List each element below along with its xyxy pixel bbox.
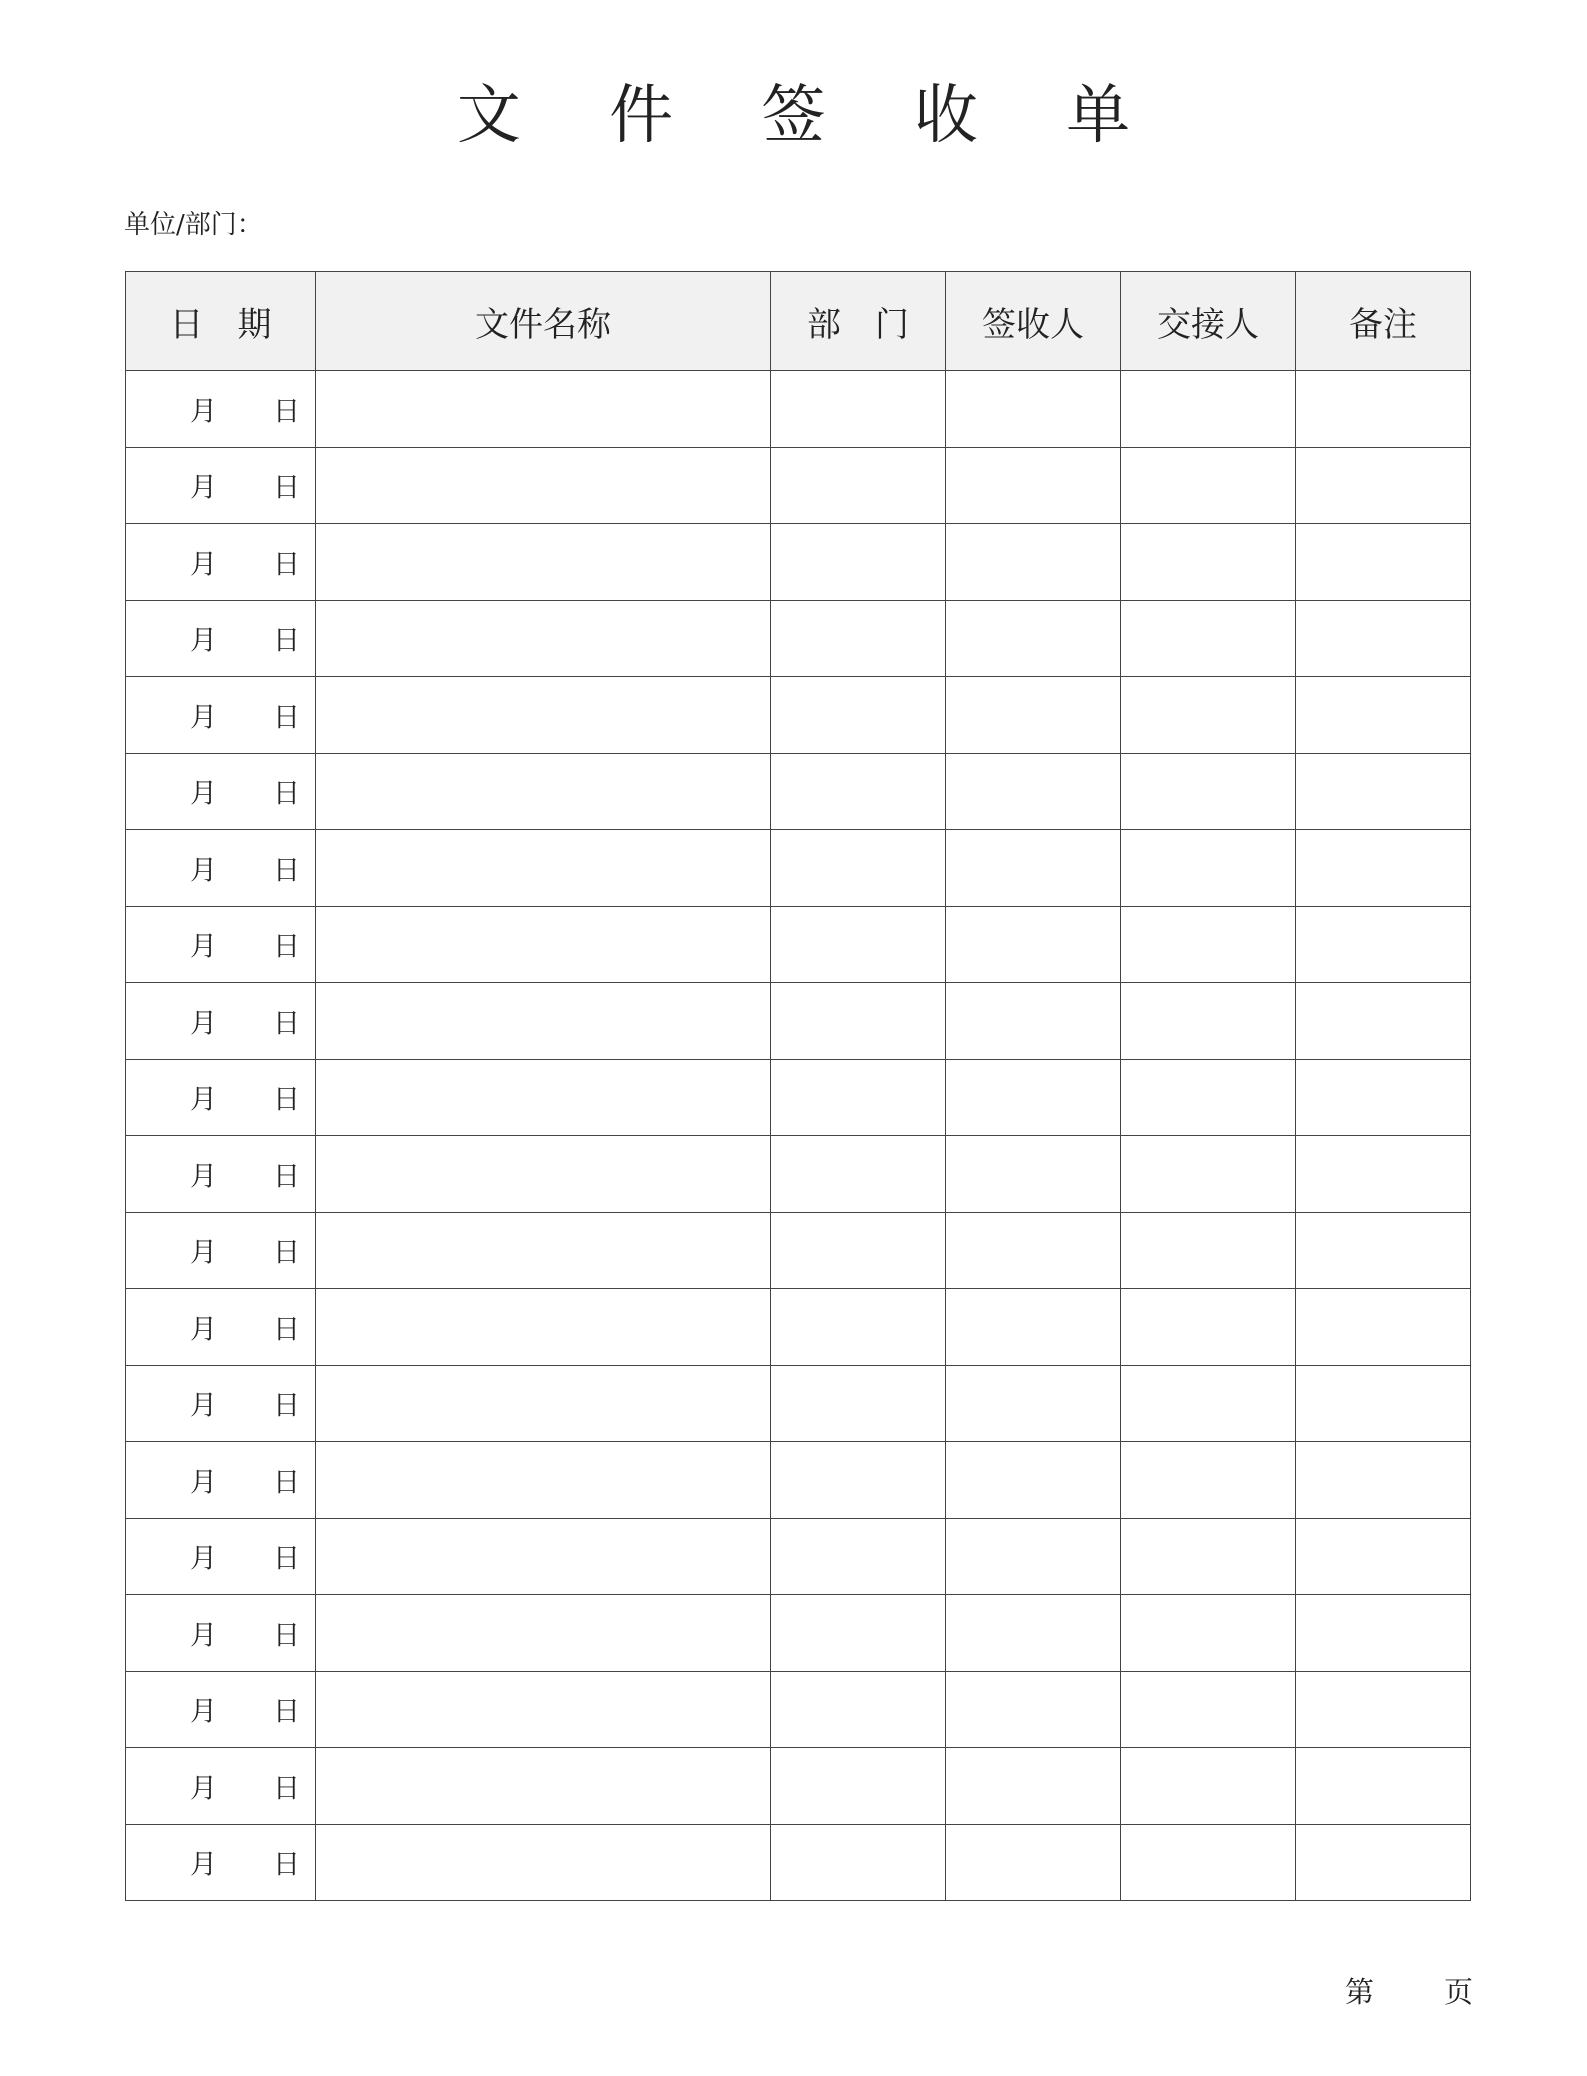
receiver-cell[interactable]	[946, 1212, 1121, 1289]
page-title: 文 件 签 收 单	[456, 79, 1165, 153]
remarks-cell[interactable]	[1296, 524, 1471, 601]
handover-cell[interactable]	[1121, 447, 1296, 524]
file-name-cell[interactable]	[316, 1748, 771, 1825]
handover-cell[interactable]	[1121, 906, 1296, 983]
month-label: 月	[190, 625, 217, 657]
date-cell[interactable]	[126, 1212, 316, 1289]
file-name-cell[interactable]	[316, 830, 771, 907]
date-cell[interactable]	[126, 1442, 316, 1519]
receiver-cell[interactable]	[946, 371, 1121, 448]
remarks-cell[interactable]	[1296, 600, 1471, 677]
file-name-cell[interactable]	[316, 1671, 771, 1748]
header-file-name: 文件名称	[316, 272, 771, 371]
table-row	[126, 1136, 1471, 1213]
date-cell[interactable]	[126, 1748, 316, 1825]
remarks-cell[interactable]	[1296, 906, 1471, 983]
handover-cell[interactable]	[1121, 1671, 1296, 1748]
handover-cell[interactable]	[1121, 1059, 1296, 1136]
handover-cell[interactable]	[1121, 1136, 1296, 1213]
day-label: 日	[273, 1849, 300, 1881]
remarks-cell[interactable]	[1296, 677, 1471, 754]
month-label: 月	[190, 702, 217, 734]
header-date: 日 期	[126, 272, 316, 371]
remarks-cell[interactable]	[1296, 1518, 1471, 1595]
handover-cell[interactable]	[1121, 677, 1296, 754]
remarks-cell[interactable]	[1296, 1671, 1471, 1748]
table-row	[126, 371, 1471, 448]
handover-cell[interactable]	[1121, 1442, 1296, 1519]
date-cell[interactable]	[126, 753, 316, 830]
table-header-row	[126, 272, 1471, 371]
handover-cell[interactable]	[1121, 1365, 1296, 1442]
date-cell[interactable]	[126, 1136, 316, 1213]
department-cell[interactable]	[771, 447, 946, 524]
file-name-cell[interactable]	[316, 524, 771, 601]
handover-cell[interactable]	[1121, 1595, 1296, 1672]
handover-cell[interactable]	[1121, 1518, 1296, 1595]
month-label: 月	[190, 1314, 217, 1346]
header-receiver: 签收人	[946, 272, 1121, 371]
header-remarks: 备注	[1296, 272, 1471, 371]
remarks-cell[interactable]	[1296, 1442, 1471, 1519]
header-department: 部 门	[771, 272, 946, 371]
file-name-cell[interactable]	[316, 753, 771, 830]
department-cell[interactable]	[771, 677, 946, 754]
receiver-cell[interactable]	[946, 1671, 1121, 1748]
receiver-cell[interactable]	[946, 1748, 1121, 1825]
remarks-cell[interactable]	[1296, 1212, 1471, 1289]
date-cell[interactable]	[126, 1595, 316, 1672]
file-name-cell[interactable]	[316, 1136, 771, 1213]
receiver-cell[interactable]	[946, 1824, 1121, 1901]
department-cell[interactable]	[771, 753, 946, 830]
receiver-cell[interactable]	[946, 1518, 1121, 1595]
remarks-cell[interactable]	[1296, 1748, 1471, 1825]
receiver-cell[interactable]	[946, 830, 1121, 907]
table-row	[126, 906, 1471, 983]
remarks-cell[interactable]	[1296, 983, 1471, 1060]
table-row	[126, 447, 1471, 524]
receiver-cell[interactable]	[946, 600, 1121, 677]
department-cell[interactable]	[771, 1059, 946, 1136]
department-cell[interactable]	[771, 1595, 946, 1672]
table-row	[126, 1824, 1471, 1901]
date-cell[interactable]	[126, 677, 316, 754]
receiver-cell[interactable]	[946, 1595, 1121, 1672]
month-label: 月	[190, 931, 217, 963]
table-row	[126, 1671, 1471, 1748]
department-cell[interactable]	[771, 1518, 946, 1595]
month-label: 月	[190, 1773, 217, 1805]
date-cell[interactable]	[126, 1671, 316, 1748]
day-label: 日	[273, 1314, 300, 1346]
file-name-cell[interactable]	[316, 1824, 771, 1901]
month-label: 月	[190, 472, 217, 504]
date-cell[interactable]	[126, 524, 316, 601]
handover-cell[interactable]	[1121, 1289, 1296, 1366]
department-cell[interactable]	[771, 371, 946, 448]
date-cell[interactable]	[126, 447, 316, 524]
file-name-cell[interactable]	[316, 447, 771, 524]
department-cell[interactable]	[771, 524, 946, 601]
date-cell[interactable]	[126, 1059, 316, 1136]
month-label: 月	[190, 1084, 217, 1116]
remarks-cell[interactable]	[1296, 1059, 1471, 1136]
file-name-cell[interactable]	[316, 371, 771, 448]
day-label: 日	[273, 778, 300, 810]
page-number-suffix: 页	[1444, 1975, 1474, 2009]
handover-cell[interactable]	[1121, 524, 1296, 601]
receiver-cell[interactable]	[946, 983, 1121, 1060]
day-label: 日	[273, 1696, 300, 1728]
month-label: 月	[190, 1849, 217, 1881]
file-name-cell[interactable]	[316, 1059, 771, 1136]
department-cell[interactable]	[771, 1671, 946, 1748]
department-cell[interactable]	[771, 1824, 946, 1901]
department-cell[interactable]	[771, 1289, 946, 1366]
day-label: 日	[273, 1620, 300, 1652]
remarks-cell[interactable]	[1296, 371, 1471, 448]
table-row	[126, 1059, 1471, 1136]
table-row	[126, 1365, 1471, 1442]
department-cell[interactable]	[771, 1748, 946, 1825]
table-row	[126, 1748, 1471, 1825]
file-name-cell[interactable]	[316, 600, 771, 677]
table-row	[126, 1212, 1471, 1289]
month-label: 月	[190, 396, 217, 428]
date-cell[interactable]	[126, 830, 316, 907]
month-label: 月	[190, 1390, 217, 1422]
receiver-cell[interactable]	[946, 1365, 1121, 1442]
table-row	[126, 830, 1471, 907]
day-label: 日	[273, 1161, 300, 1193]
department-cell[interactable]	[771, 1442, 946, 1519]
month-label: 月	[190, 1696, 217, 1728]
receiver-cell[interactable]	[946, 753, 1121, 830]
month-label: 月	[190, 1467, 217, 1499]
department-cell[interactable]	[771, 906, 946, 983]
day-label: 日	[273, 1237, 300, 1269]
table-row	[126, 1289, 1471, 1366]
remarks-cell[interactable]	[1296, 1365, 1471, 1442]
department-cell[interactable]	[771, 983, 946, 1060]
date-cell[interactable]	[126, 906, 316, 983]
handover-cell[interactable]	[1121, 600, 1296, 677]
receiver-cell[interactable]	[946, 906, 1121, 983]
day-label: 日	[273, 1390, 300, 1422]
file-name-cell[interactable]	[316, 677, 771, 754]
table-row	[126, 600, 1471, 677]
remarks-cell[interactable]	[1296, 1824, 1471, 1901]
unit-department-label: 单位/部门：	[124, 210, 263, 240]
month-label: 月	[190, 1620, 217, 1652]
date-cell[interactable]	[126, 1365, 316, 1442]
handover-cell[interactable]	[1121, 371, 1296, 448]
table-row	[126, 1595, 1471, 1672]
month-label: 月	[190, 1543, 217, 1575]
department-cell[interactable]	[771, 1212, 946, 1289]
page-number-prefix: 第	[1345, 1975, 1375, 2009]
table-row	[126, 753, 1471, 830]
file-name-cell[interactable]	[316, 983, 771, 1060]
month-label: 月	[190, 549, 217, 581]
remarks-cell[interactable]	[1296, 1136, 1471, 1213]
receiver-cell[interactable]	[946, 1442, 1121, 1519]
remarks-cell[interactable]	[1296, 753, 1471, 830]
receiver-cell[interactable]	[946, 677, 1121, 754]
day-label: 日	[273, 1543, 300, 1575]
date-cell[interactable]	[126, 983, 316, 1060]
day-label: 日	[273, 1008, 300, 1040]
date-cell[interactable]	[126, 1518, 316, 1595]
date-cell[interactable]	[126, 1289, 316, 1366]
day-label: 日	[273, 549, 300, 581]
month-label: 月	[190, 855, 217, 887]
handover-cell[interactable]	[1121, 1212, 1296, 1289]
day-label: 日	[273, 1773, 300, 1805]
month-label: 月	[190, 1161, 217, 1193]
file-name-cell[interactable]	[316, 1365, 771, 1442]
date-cell[interactable]	[126, 600, 316, 677]
receiver-cell[interactable]	[946, 447, 1121, 524]
table-row	[126, 677, 1471, 754]
day-label: 日	[273, 396, 300, 428]
file-name-cell[interactable]	[316, 1212, 771, 1289]
file-name-cell[interactable]	[316, 906, 771, 983]
month-label: 月	[190, 1237, 217, 1269]
department-cell[interactable]	[771, 600, 946, 677]
sign-table	[125, 271, 1471, 1901]
handover-cell[interactable]	[1121, 983, 1296, 1060]
day-label: 日	[273, 855, 300, 887]
file-name-cell[interactable]	[316, 1289, 771, 1366]
day-label: 日	[273, 1084, 300, 1116]
table-row	[126, 1518, 1471, 1595]
table-row	[126, 1442, 1471, 1519]
table-row	[126, 524, 1471, 601]
department-cell[interactable]	[771, 1136, 946, 1213]
day-label: 日	[273, 1467, 300, 1499]
remarks-cell[interactable]	[1296, 1595, 1471, 1672]
file-name-cell[interactable]	[316, 1442, 771, 1519]
remarks-cell[interactable]	[1296, 447, 1471, 524]
header-handover: 交接人	[1121, 272, 1296, 371]
handover-cell[interactable]	[1121, 830, 1296, 907]
day-label: 日	[273, 931, 300, 963]
remarks-cell[interactable]	[1296, 1289, 1471, 1366]
file-name-cell[interactable]	[316, 1518, 771, 1595]
receiver-cell[interactable]	[946, 1136, 1121, 1213]
month-label: 月	[190, 1008, 217, 1040]
day-label: 日	[273, 472, 300, 504]
handover-cell[interactable]	[1121, 1748, 1296, 1825]
receiver-cell[interactable]	[946, 524, 1121, 601]
handover-cell[interactable]	[1121, 753, 1296, 830]
table-row	[126, 983, 1471, 1060]
day-label: 日	[273, 625, 300, 657]
handover-cell[interactable]	[1121, 1824, 1296, 1901]
receiver-cell[interactable]	[946, 1059, 1121, 1136]
day-label: 日	[273, 702, 300, 734]
remarks-cell[interactable]	[1296, 830, 1471, 907]
receiver-cell[interactable]	[946, 1289, 1121, 1366]
date-cell[interactable]	[126, 1824, 316, 1901]
month-label: 月	[190, 778, 217, 810]
department-cell[interactable]	[771, 1365, 946, 1442]
department-cell[interactable]	[771, 830, 946, 907]
file-name-cell[interactable]	[316, 1595, 771, 1672]
date-cell[interactable]	[126, 371, 316, 448]
